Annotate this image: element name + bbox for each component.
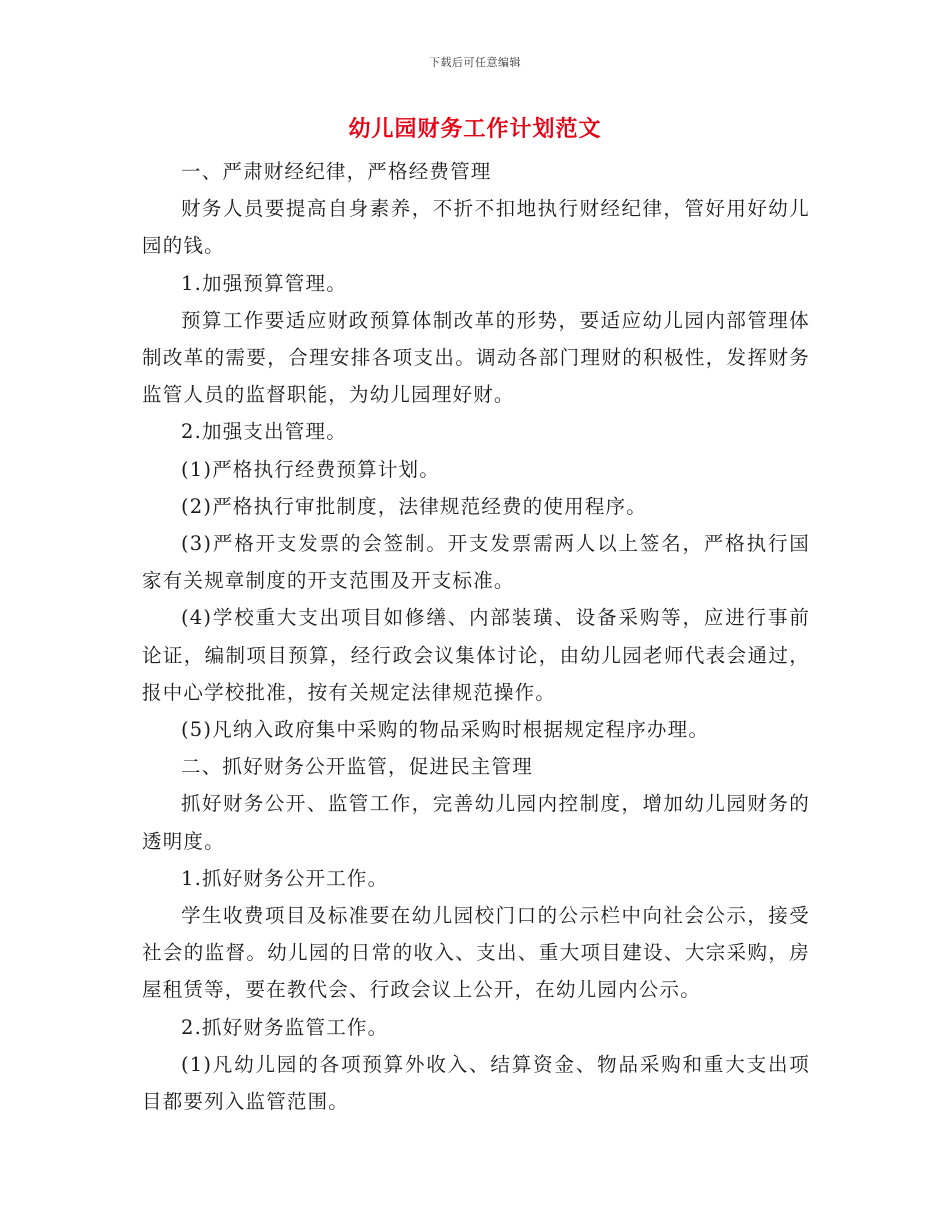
list-item: (2)严格执行审批制度，法律规范经费的使用程序。 xyxy=(181,494,647,518)
subheading: 1.抓好财务公开工作。 xyxy=(181,866,389,890)
paragraph: 抓好财务公开、监管工作，完善幼儿园内控制度，增加幼儿园财务的透明度。 xyxy=(142,792,810,853)
document-title: 幼儿园财务工作计划范文 xyxy=(348,116,602,142)
header-note: 下载后可任意编辑 xyxy=(429,56,521,69)
section-heading-1: 一、严肃财经纪律，严格经费管理 xyxy=(181,160,492,183)
paragraph: 预算工作要适应财政预算体制改革的形势，要适应幼儿园内部管理体制改革的需要，合理安排各项支出。调动各部门理财的积极性，发挥财务监管人员的监督职能，为幼儿园理好财。 xyxy=(142,308,810,407)
list-item: (1)凡幼儿园的各项预算外收入、结算资金、物品采购和重大支出项目都要列入监管范围。 xyxy=(142,1052,810,1114)
section-heading-2: 二、抓好财务公开监管，促进民主管理 xyxy=(181,755,533,779)
list-item: (1)严格执行经费预算计划。 xyxy=(181,457,440,481)
list-item: (4)学校重大支出项目如修缮、内部装璜、设备采购等，应进行事前论证，编制项目预算，经行政会议集体讨论，由幼儿园老师代表会通过，报中心学校批准，按有关规定法律规范操作。 xyxy=(142,606,810,704)
subheading: 2.加强支出管理。 xyxy=(181,420,347,444)
subheading: 1.加强预算管理。 xyxy=(181,271,347,295)
paragraph: 财务人员要提高自身素养，不折不扣地执行财经纪律，管好用好幼儿园的钱。 xyxy=(142,197,810,258)
list-item: (5)凡纳入政府集中采购的物品采购时根据规定程序办理。 xyxy=(181,718,710,742)
subheading: 2.抓好财务监管工作。 xyxy=(181,1015,389,1039)
document-body xyxy=(142,153,810,1120)
paragraph: 学生收费项目及标准要在幼儿园校门口的公示栏中向社会公示，接受社会的监督。幼儿园的日常的收入、支出、重大项目建设、大宗采购，房屋租赁等，要在教代会、行政会议上公开，在幼儿园内公示。 xyxy=(142,904,810,1002)
list-item: (3)严格开支发票的会签制。开支发票需两人以上签名，严格执行国家有关规章制度的开支范围及开支标准。 xyxy=(142,532,810,593)
